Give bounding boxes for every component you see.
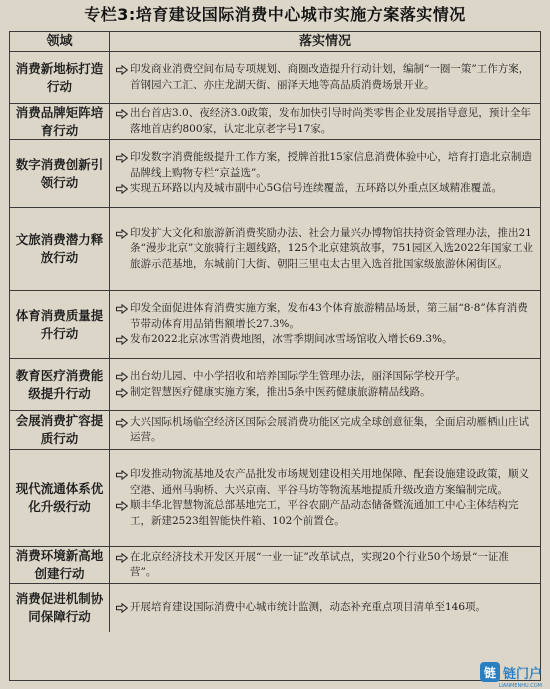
header-domain: 领域 <box>10 32 110 51</box>
table-row <box>10 291 540 359</box>
arrow-icon <box>116 415 130 446</box>
row-domain-label: 现代流通体系优化升级行动 <box>10 450 110 546</box>
status-text: 实现五环路以内及城市副中心5G信号连续覆盖，五环路以外重点区域精准覆盖。 <box>130 181 534 197</box>
logo-mark: 链 <box>480 662 500 682</box>
status-text: 印发扩大文化和旅游新消费奖励办法、社会力量兴办博物馆扶持资金管理办法，推出21条“漫步北京”文旅骑行主题线路，125个北京建筑故事，751园区入选2022年国家工业旅游示范基地，东城前门大街、朝阳三里屯太古里入选首批国家级旅游休闲街区。 <box>130 226 534 273</box>
status-item <box>116 415 534 446</box>
table-row <box>10 450 540 547</box>
arrow-icon <box>116 385 130 401</box>
table-row <box>10 104 540 140</box>
row-status-cell <box>110 104 540 139</box>
status-text: 制定智慧医疗健康实施方案，推出5条中医药健康旅游精品线路。 <box>130 385 534 401</box>
arrow-icon <box>116 498 130 529</box>
table-row <box>10 208 540 291</box>
status-item <box>116 369 534 385</box>
row-status-cell <box>110 411 540 449</box>
status-text: 印发数字消费能级提升工作方案，授牌首批15家信息消费体验中心，培育打造北京制造品牌线上购物专栏“京益选”。 <box>130 150 534 181</box>
implementation-table <box>9 31 541 681</box>
status-text: 印发推动物流基地及农产品批发市场规划建设相关用地保障、配套设施建设政策，顺义空港、通州马驹桥、大兴京南、平谷马坊等物流基地提质升级改造方案编制完成。 <box>130 467 534 498</box>
status-text: 发布2022北京冰雪消费地图，冰雪季期间冰雪场馆收入增长69.3%。 <box>130 332 534 348</box>
logo-text: 链门户 <box>503 663 542 682</box>
arrow-icon <box>116 106 130 137</box>
header-status: 落实情况 <box>110 32 540 51</box>
status-item <box>116 181 534 197</box>
row-domain-label: 会展消费扩容提质行动 <box>10 411 110 449</box>
status-item <box>116 332 534 348</box>
status-text: 大兴国际机场临空经济区国际会展消费功能区完成全球创意征集，全面启动雁栖山庄试运营。 <box>130 415 534 446</box>
row-domain-label: 文旅消费潜力释放行动 <box>10 208 110 290</box>
table-row <box>10 584 540 632</box>
row-status-cell <box>110 547 540 583</box>
status-item <box>116 467 534 498</box>
status-item <box>116 550 534 581</box>
table-row <box>10 547 540 584</box>
status-item <box>116 301 534 332</box>
table-row <box>10 52 540 104</box>
arrow-icon <box>116 369 130 385</box>
status-item <box>116 385 534 401</box>
status-text: 印发全面促进体育消费实施方案，发布43个体育旅游精品场景，第三届“8·8”体育消费节带动体育用品销售额增长27.3%。 <box>130 301 534 332</box>
status-item <box>116 600 534 616</box>
row-status-cell <box>110 52 540 103</box>
arrow-icon <box>116 62 130 93</box>
status-text: 印发商业消费空间布局专项规划、商圈改造提升行动计划，编制“一圈一策”工作方案，首钢园六工汇、亦庄龙湖天街、丽泽天地等高品质消费场景开业。 <box>130 62 534 93</box>
arrow-icon <box>116 150 130 181</box>
row-status-cell <box>110 584 540 632</box>
status-text: 出台首店3.0、夜经济3.0政策，发布加快引导时尚类零售企业发展指导意见，预计全年落地首店约800家，认定北京老字号17家。 <box>130 106 534 137</box>
status-item <box>116 106 534 137</box>
table-row <box>10 140 540 208</box>
arrow-icon <box>116 467 130 498</box>
row-domain-label: 消费促进机制协同保障行动 <box>10 584 110 632</box>
status-item <box>116 62 534 93</box>
table-row <box>10 359 540 411</box>
row-status-cell <box>110 359 540 410</box>
arrow-icon <box>116 301 130 332</box>
status-text: 开展培育建设国际消费中心城市统计监测，动态补充重点项目清单至146项。 <box>130 600 534 616</box>
status-text: 在北京经济技术开发区开展“一业一证”改革试点，实现20个行业50个场景“一证准营”。 <box>130 550 534 581</box>
site-logo <box>480 662 542 682</box>
arrow-icon <box>116 226 130 273</box>
arrow-icon <box>116 600 130 616</box>
status-item <box>116 226 534 273</box>
row-domain-label: 数字消费创新引领行动 <box>10 140 110 207</box>
logo-subtext: LIANMENHU.COM <box>499 683 542 689</box>
arrow-icon <box>116 332 130 348</box>
status-item <box>116 498 534 529</box>
arrow-icon <box>116 181 130 197</box>
page-title: 专栏3:培育建设国际消费中心城市实施方案落实情况 <box>0 0 550 30</box>
row-domain-label: 体育消费质量提升行动 <box>10 291 110 358</box>
row-status-cell <box>110 450 540 546</box>
row-status-cell <box>110 140 540 207</box>
row-status-cell <box>110 291 540 358</box>
row-domain-label: 教育医疗消费能级提升行动 <box>10 359 110 410</box>
table-header-row <box>10 32 540 52</box>
table-row <box>10 411 540 450</box>
row-domain-label: 消费新地标打造行动 <box>10 52 110 103</box>
status-text: 出台幼儿园、中小学招收和培养国际学生管理办法，丽泽国际学校开学。 <box>130 369 534 385</box>
row-domain-label: 消费环境新高地创建行动 <box>10 547 110 583</box>
row-status-cell <box>110 208 540 290</box>
row-domain-label: 消费品牌矩阵培育行动 <box>10 104 110 139</box>
status-text: 顺丰华北智慧物流总部基地完工，平谷农副产品动态储备暨流通加工中心主体结构完工，新建2523组智能快件箱、102个前置仓。 <box>130 498 534 529</box>
status-item <box>116 150 534 181</box>
arrow-icon <box>116 550 130 581</box>
